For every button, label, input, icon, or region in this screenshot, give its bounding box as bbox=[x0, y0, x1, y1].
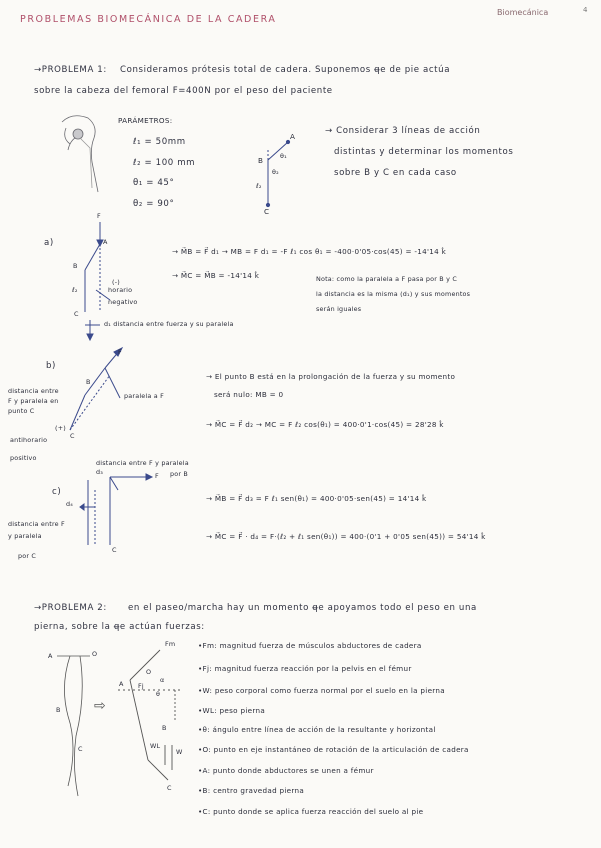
case-c-d3: d₃ bbox=[96, 468, 104, 476]
param-diag-A: A bbox=[290, 132, 296, 141]
force-B: B bbox=[162, 724, 167, 732]
case-a-A: A bbox=[103, 238, 108, 246]
instruction-line3: sobre B y C en cada caso bbox=[334, 168, 457, 178]
force-W: W bbox=[176, 748, 183, 756]
arrow-glyph bbox=[94, 698, 106, 714]
case-b-B: B bbox=[86, 378, 91, 386]
case-a-note2: la distancia es la misma (d₁) y sus momentos bbox=[316, 290, 471, 298]
leg-A: A bbox=[48, 652, 53, 660]
p2-item-a: •A: punto donde abductores se unen a fémur bbox=[198, 766, 374, 775]
case-a-C: C bbox=[74, 310, 79, 318]
p2-item-b: •B: centro gravedad pierna bbox=[198, 786, 305, 795]
case-a-eq1: → M⃗B = F⃗ d₁ → MB = F d₁ = -F ℓ₁ cos θ₁ = -400·0'05·cos(45) = -14'14 k̂ bbox=[172, 247, 447, 256]
problem1-label: →PROBLEMA 1: bbox=[34, 65, 107, 75]
leg-C: C bbox=[78, 745, 83, 753]
case-b-antihorario: antihorario bbox=[10, 436, 48, 444]
case-b-dist2: F y paralela en bbox=[8, 397, 59, 405]
problem1-line2: sobre la cabeza del femoral F=400N por el peso del paciente bbox=[34, 86, 333, 96]
p2-item-wl: •WL: peso pierna bbox=[198, 706, 266, 715]
param-l2: ℓ₂ = 100 mm bbox=[133, 158, 196, 168]
force-alpha: α bbox=[160, 676, 165, 684]
case-a-B: B bbox=[73, 262, 78, 270]
case-a-d1-note: d₁ distancia entre fuerza y su paralela bbox=[104, 320, 234, 328]
case-c-dist2: y paralela bbox=[8, 532, 42, 540]
p2-item-c: •C: punto donde se aplica fuerza reacción del suelo al pie bbox=[198, 807, 424, 816]
case-b-eq1b: será nulo: MB = 0 bbox=[214, 390, 284, 399]
problem2-label: →PROBLEMA 2: bbox=[34, 603, 107, 613]
case-c-dist3: por C bbox=[18, 552, 37, 560]
force-C: C bbox=[167, 784, 172, 792]
case-c-diagram bbox=[80, 474, 152, 545]
case-c-eq1: → M⃗B = F⃗ d₃ = F ℓ₁ sen(θ₁) = 400·0'05·sen(45) = 14'14 k̂ bbox=[206, 494, 427, 503]
param-diag-t2: θ₂ bbox=[272, 168, 279, 176]
page-title: PROBLEMAS BIOMECÁNICA DE LA CADERA bbox=[20, 14, 277, 25]
leg-B: B bbox=[56, 706, 61, 714]
case-a-l2: ℓ₂ bbox=[72, 286, 78, 294]
p2-item-w: •W: peso corporal como fuerza normal por el suelo en la pierna bbox=[198, 686, 445, 695]
case-b-positivo: positivo bbox=[10, 454, 37, 462]
case-a-note3: serán iguales bbox=[316, 305, 362, 313]
case-a-negativo: negativo bbox=[108, 298, 138, 306]
param-theta1: θ₁ = 45° bbox=[133, 178, 175, 188]
force-A: A bbox=[119, 680, 124, 688]
force-theta: θ bbox=[156, 690, 161, 698]
force-Fj: Fj bbox=[138, 682, 144, 690]
instruction-line1: → Considerar 3 líneas de acción bbox=[325, 126, 481, 136]
force-WL: WL bbox=[150, 742, 161, 750]
p2-item-theta: •θ: ángulo entre línea de acción de la resultante y horizontal bbox=[198, 725, 436, 734]
param-l1: ℓ₁ = 50mm bbox=[133, 137, 186, 147]
case-a-note1: Nota: como la paralela a F pasa por B y C bbox=[316, 275, 457, 283]
problem1-line1: Consideramos prótesis total de cadera. Suponemos q̶e de pie actúa bbox=[120, 65, 451, 75]
case-c-eq2: → M⃗C = F⃗ · d₄ = F·(ℓ₂ + ℓ₁ sen(θ₁)) = 400·(0'1 + 0'05 sen(45)) = 54'14 k̂ bbox=[206, 532, 486, 541]
case-a-neg-sign: (-) bbox=[112, 278, 120, 286]
case-b-parallel: paralela a F bbox=[124, 392, 164, 400]
case-c-C: C bbox=[112, 546, 117, 554]
case-c-label: c) bbox=[52, 487, 62, 497]
subject-header: Biomecánica bbox=[497, 8, 549, 17]
case-a-label: a) bbox=[44, 238, 54, 248]
case-b-dist1: distancia entre bbox=[8, 387, 59, 395]
p2-item-o: •O: punto en eje instantáneo de rotación de la articulación de cadera bbox=[198, 745, 469, 754]
page-number: 4 bbox=[583, 6, 588, 14]
param-diag-l2: ℓ₂ bbox=[256, 182, 262, 190]
param-diag-C: C bbox=[264, 207, 270, 216]
force-Fm: Fm bbox=[165, 640, 176, 648]
problem2-line1: en el paseo/marcha hay un momento q̶e apoyamos todo el peso en una bbox=[128, 603, 477, 613]
case-c-d4: d₄ bbox=[66, 500, 74, 508]
hip-sketch bbox=[62, 116, 98, 192]
case-c-dist-top: distancia entre F y paralela bbox=[96, 459, 189, 467]
params-title: PARÁMETROS: bbox=[118, 116, 173, 125]
case-b-label: b) bbox=[46, 361, 57, 371]
case-b-diagram bbox=[70, 348, 122, 430]
case-b-eq2: → M⃗C = F⃗ d₂ → MC = F ℓ₂ cos(θ₁) = 400·0'1·cos(45) = 28'28 k̂ bbox=[206, 420, 444, 429]
case-b-pos-sign: (+) bbox=[55, 424, 66, 432]
case-b-C: C bbox=[70, 432, 75, 440]
case-a-eq2: → M⃗C = M⃗B = -14'14 k̂ bbox=[172, 271, 260, 280]
param-theta2: θ₂ = 90° bbox=[133, 199, 175, 209]
case-b-F: F bbox=[118, 348, 122, 356]
p2-item-fm: •Fm: magnitud fuerza de músculos abductores de cadera bbox=[198, 641, 422, 650]
case-b-eq1: → El punto B está en la prolongación de la fuerza y su momento bbox=[206, 372, 456, 381]
param-diag-B: B bbox=[258, 156, 264, 165]
p2-item-fj: •Fj: magnitud fuerza reacción por la pelvis en el fémur bbox=[198, 664, 412, 673]
svg-text:⇨: ⇨ bbox=[94, 698, 106, 714]
force-O: O bbox=[146, 668, 152, 676]
case-a-horario: horario bbox=[108, 286, 133, 294]
param-diag-t1: θ₁ bbox=[280, 152, 287, 160]
problem2-line2: pierna, sobre la q̶e actúan fuerzas: bbox=[34, 622, 205, 632]
case-c-dist1: distancia entre F bbox=[8, 520, 65, 528]
case-b-dist3: punto C bbox=[8, 407, 35, 415]
instruction-line2: distintas y determinar los momentos bbox=[334, 147, 514, 157]
leg-O: O bbox=[92, 650, 98, 658]
case-a-F: F bbox=[97, 212, 101, 220]
case-c-dist-top2: por B bbox=[170, 470, 189, 478]
case-c-F: F bbox=[155, 472, 159, 480]
leg-sketch bbox=[57, 656, 90, 796]
